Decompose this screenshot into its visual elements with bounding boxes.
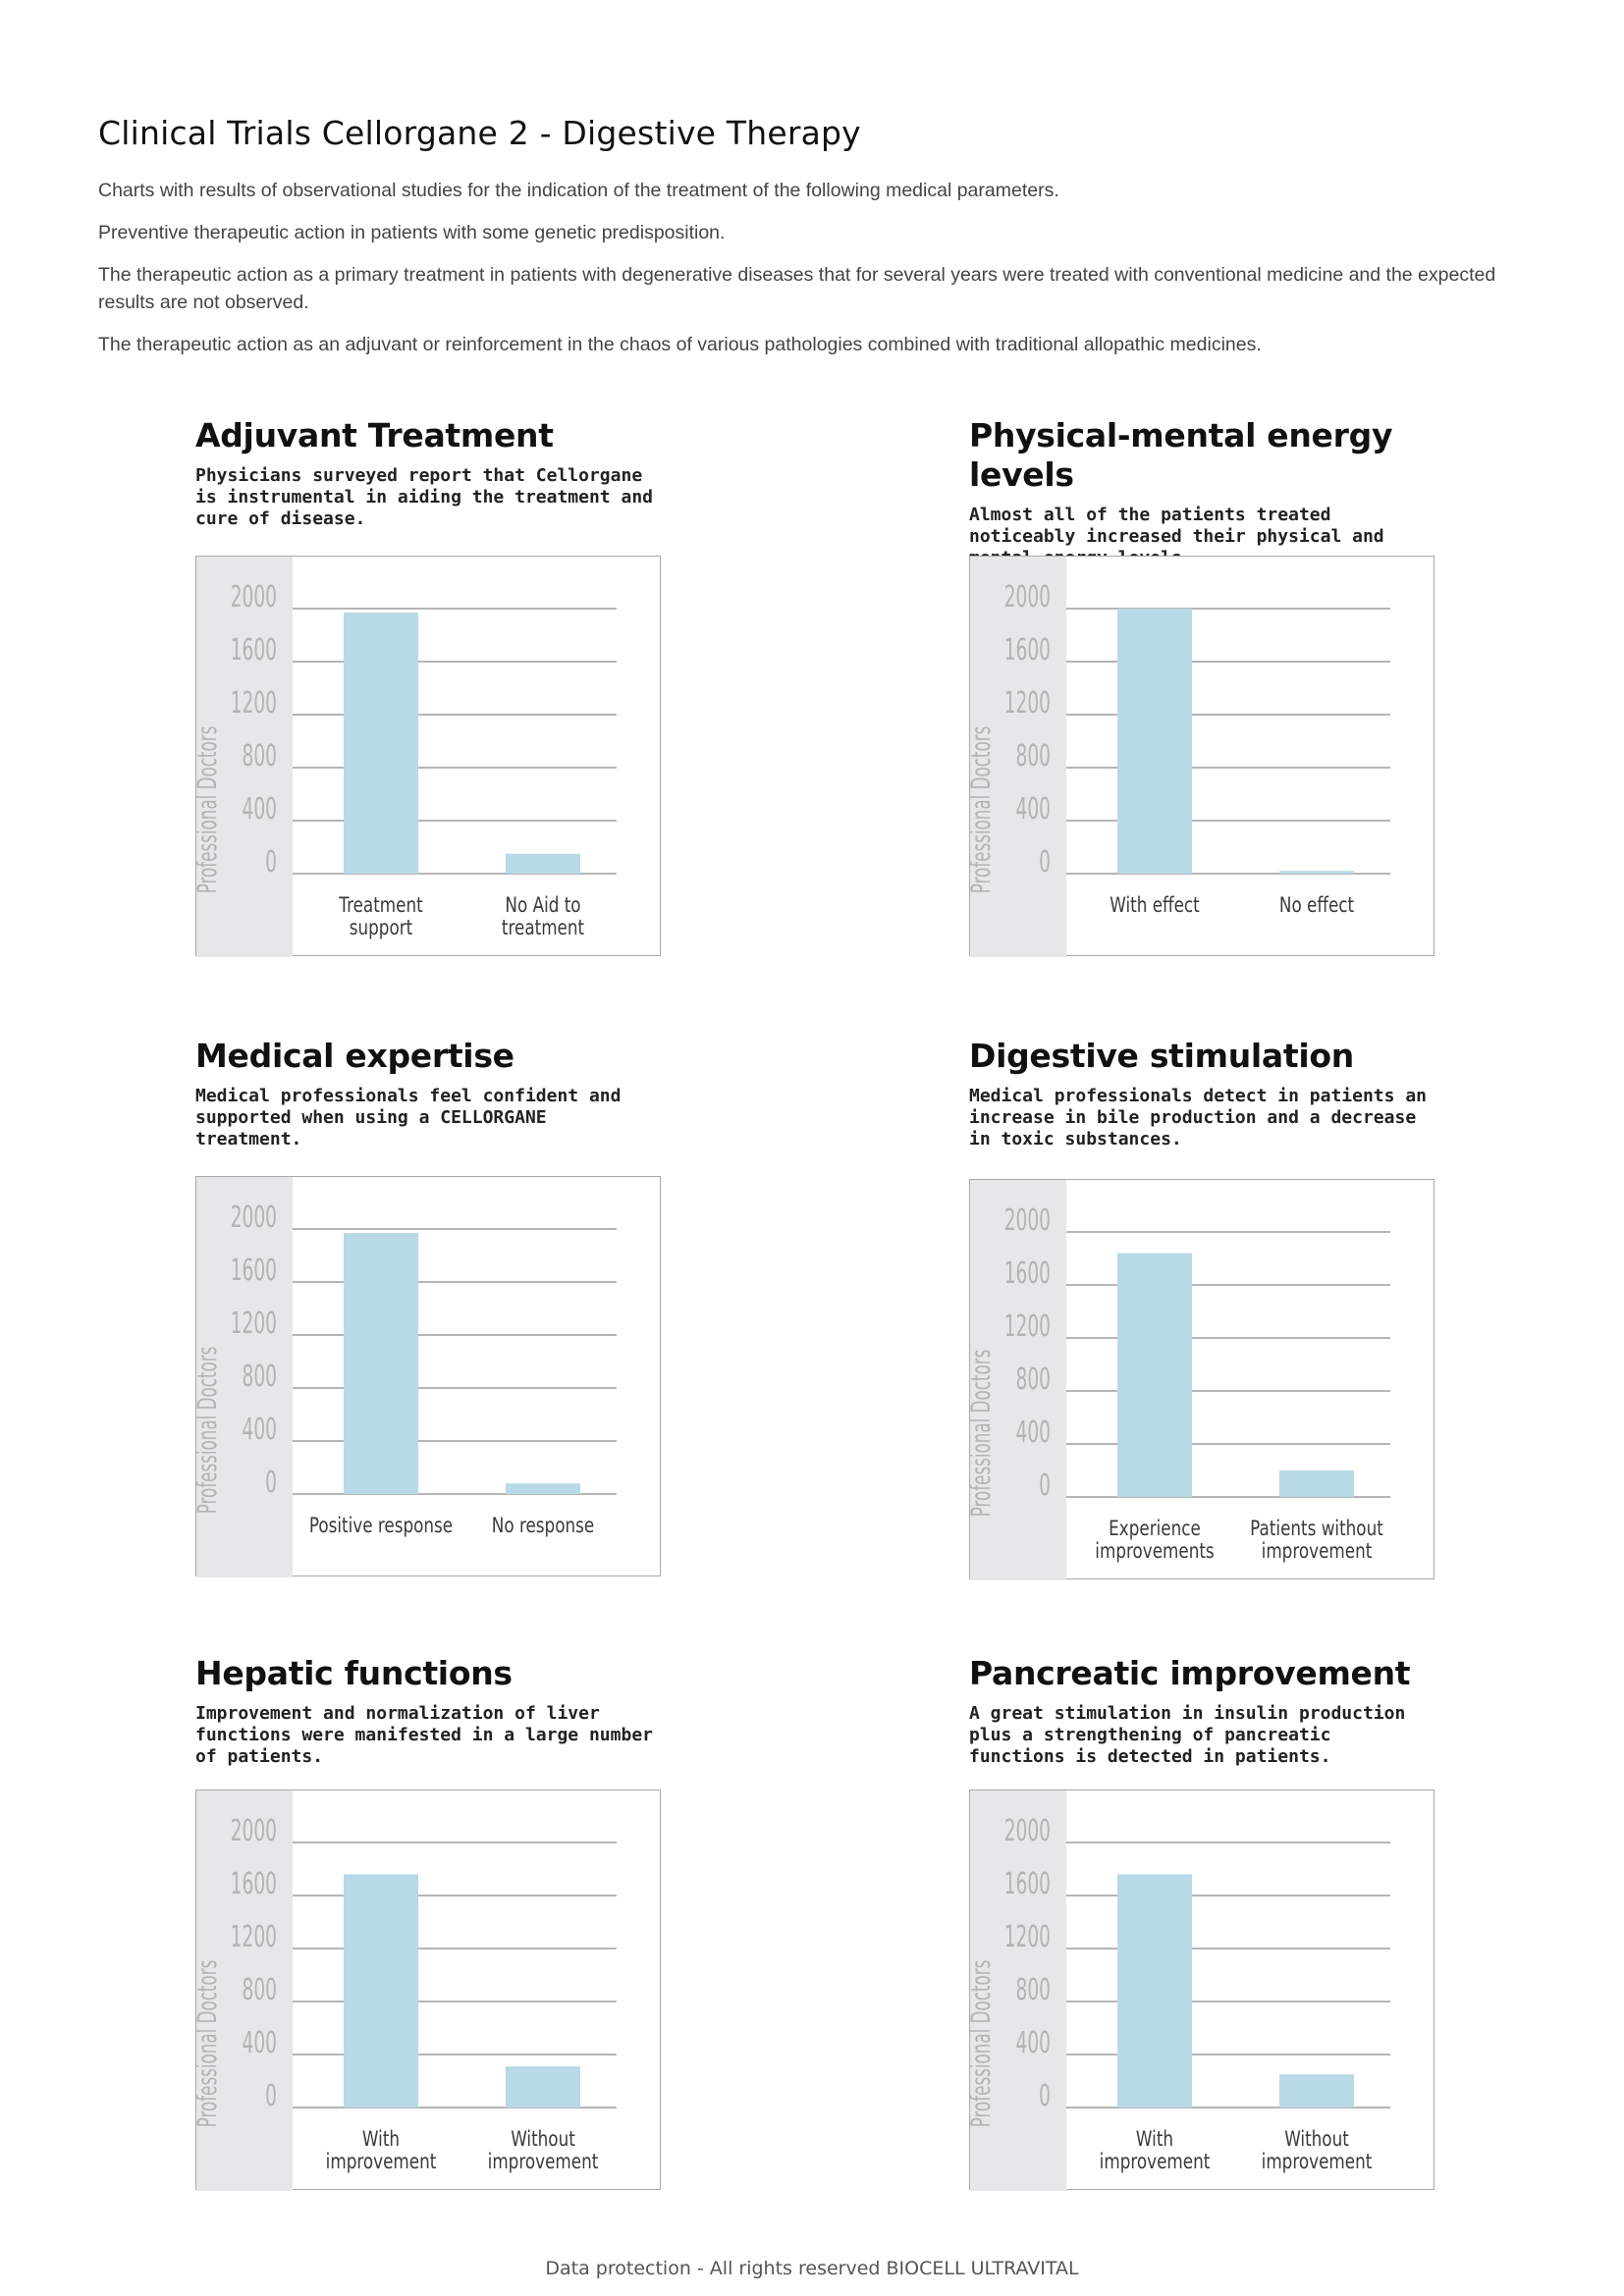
y-tick-label: 2000 [230, 1813, 277, 1848]
chart-card-adjuvant-treatment [191, 416, 663, 940]
bar [506, 854, 580, 874]
y-tick-label: 0 [265, 2078, 277, 2113]
y-tick-label: 800 [242, 1972, 277, 2007]
x-category-label: Patients without improvement [1250, 1517, 1383, 1564]
y-axis-label: Professional Doctors [965, 1349, 998, 1518]
x-category-label: Without improvement [487, 2127, 599, 2174]
x-category-label: With effect [1110, 893, 1200, 918]
y-tick-label: 800 [242, 738, 277, 774]
chart-title: Adjuvant Treatment [195, 416, 554, 454]
chart-svg [191, 1177, 662, 1577]
bar [506, 1483, 580, 1494]
chart-title: Hepatic functions [195, 1654, 513, 1692]
chart-description: Physicians surveyed report that Cellorgane is instrumental in aiding the treatment and cure of disease. [195, 465, 653, 529]
chart-description: A great stimulation in insulin production plus a strengthening of pancreatic functions is detected in patients. [969, 1703, 1406, 1767]
bar-chart [965, 1789, 1435, 2190]
chart-description: Medical professionals detect in patients an increase in bile production and a decrease in toxic substances. [969, 1086, 1427, 1149]
x-category-label: Without improvement [1261, 2127, 1373, 2174]
bar-chart [191, 1789, 661, 2190]
y-tick-label: 0 [265, 1465, 277, 1500]
chart-title: Physical-mental energy levels [969, 416, 1393, 494]
chart-svg [965, 1790, 1435, 2191]
bar-chart [191, 556, 661, 956]
y-tick-label: 0 [265, 844, 277, 880]
y-tick-label: 400 [242, 791, 277, 827]
y-tick-label: 1600 [1003, 632, 1051, 667]
chart-svg [191, 557, 662, 957]
y-tick-label: 2000 [230, 579, 277, 614]
y-tick-label: 400 [1015, 2025, 1051, 2060]
y-tick-label: 1200 [230, 1306, 277, 1341]
x-category-label: Treatment support [339, 893, 423, 940]
bar [344, 613, 418, 874]
y-tick-label: 400 [1015, 1415, 1051, 1450]
footer-text: Data protection - All rights reserved BIOCELL ULTRAVITAL [545, 2258, 1079, 2279]
page-title: Clinical Trials Cellorgane 2 - Digestive Therapy [98, 114, 861, 153]
chart-title: Medical expertise [195, 1037, 514, 1075]
y-tick-label: 1600 [1003, 1255, 1051, 1291]
chart-description: Improvement and normalization of liver functions were manifested in a large number of patients. [195, 1703, 653, 1767]
x-category-label: Positive response [308, 1514, 454, 1538]
y-tick-label: 800 [1015, 1972, 1051, 2007]
y-tick-label: 1200 [1003, 685, 1051, 721]
y-tick-label: 1600 [230, 632, 277, 667]
bar [344, 1874, 418, 2108]
y-tick-label: 1600 [230, 1866, 277, 1901]
x-category-label: No Aid to treatment [501, 893, 585, 940]
bar [506, 2066, 580, 2108]
y-tick-label: 400 [1015, 791, 1051, 827]
y-tick-label: 2000 [1003, 1202, 1051, 1238]
bar [344, 1233, 418, 1494]
chart-svg [965, 1180, 1435, 1580]
chart-title: Digestive stimulation [969, 1037, 1354, 1075]
chart-card-hepatic-functions [191, 1654, 663, 2174]
intro-paragraph: Charts with results of observational studies for the indication of the treatment of the following medical parameters. [98, 180, 1059, 201]
y-tick-label: 800 [1015, 738, 1051, 774]
intro-paragraph: The therapeutic action as an adjuvant or reinforcement in the chaos of various pathologies combined with traditional allopathic medicines. [98, 334, 1262, 355]
x-category-label: No response [491, 1514, 595, 1538]
y-tick-label: 1600 [1003, 1866, 1051, 1901]
x-category-label: Experience improvements [1095, 1517, 1215, 1564]
bar-chart [965, 1179, 1435, 1579]
bar [1117, 609, 1192, 874]
chart-card-digestive-stimulation [965, 1037, 1436, 1564]
chart-card-medical-expertise [191, 1037, 663, 1538]
y-tick-label: 2000 [1003, 1813, 1051, 1848]
y-tick-label: 0 [1039, 1468, 1051, 1503]
x-category-label: With improvement [325, 2127, 437, 2174]
y-tick-label: 1200 [230, 685, 277, 721]
y-tick-label: 1600 [230, 1253, 277, 1288]
y-tick-label: 2000 [1003, 579, 1051, 614]
y-axis-label: Professional Doctors [965, 725, 998, 894]
y-tick-label: 1200 [1003, 1308, 1051, 1344]
y-tick-label: 2000 [230, 1200, 277, 1235]
x-category-label: No effect [1278, 893, 1355, 918]
y-tick-label: 0 [1039, 844, 1051, 880]
intro-text [98, 177, 1532, 373]
bar [1117, 1254, 1192, 1497]
bar-chart [191, 1176, 661, 1576]
bar [1117, 1874, 1192, 2108]
x-category-label: With improvement [1099, 2127, 1211, 2174]
chart-title: Pancreatic improvement [969, 1654, 1411, 1692]
y-axis-label: Professional Doctors [191, 1959, 224, 2128]
y-axis-label: Professional Doctors [965, 1959, 998, 2128]
bar [1279, 1470, 1354, 1497]
y-axis-label: Professional Doctors [191, 1346, 224, 1515]
intro-paragraph: The therapeutic action as a primary treatment in patients with degenerative diseases that for several years were treated with conventional medicine and the expected results are not observed. [98, 264, 1496, 313]
y-axis-label: Professional Doctors [191, 725, 224, 894]
chart-description: Almost all of the patients treated noticeably increased their physical and [969, 505, 1384, 547]
chart-svg [191, 1790, 662, 2191]
y-tick-label: 800 [1015, 1362, 1051, 1397]
y-tick-label: 400 [242, 2025, 277, 2060]
y-tick-label: 800 [242, 1359, 277, 1394]
chart-description: Medical professionals feel confident and supported when using a CELLORGANE treatment. [195, 1086, 622, 1149]
bar [1279, 2074, 1354, 2108]
y-tick-label: 400 [242, 1412, 277, 1447]
chart-card-pancreatic-improvement [965, 1654, 1436, 2174]
bar [1279, 871, 1354, 874]
bar-chart [965, 556, 1435, 956]
chart-card-energy-levels [965, 416, 1436, 918]
y-tick-label: 0 [1039, 2078, 1051, 2113]
chart-svg [965, 557, 1435, 957]
intro-paragraph: Preventive therapeutic action in patients with some genetic predisposition. [98, 222, 726, 243]
y-tick-label: 1200 [1003, 1919, 1051, 1954]
y-tick-label: 1200 [230, 1919, 277, 1954]
